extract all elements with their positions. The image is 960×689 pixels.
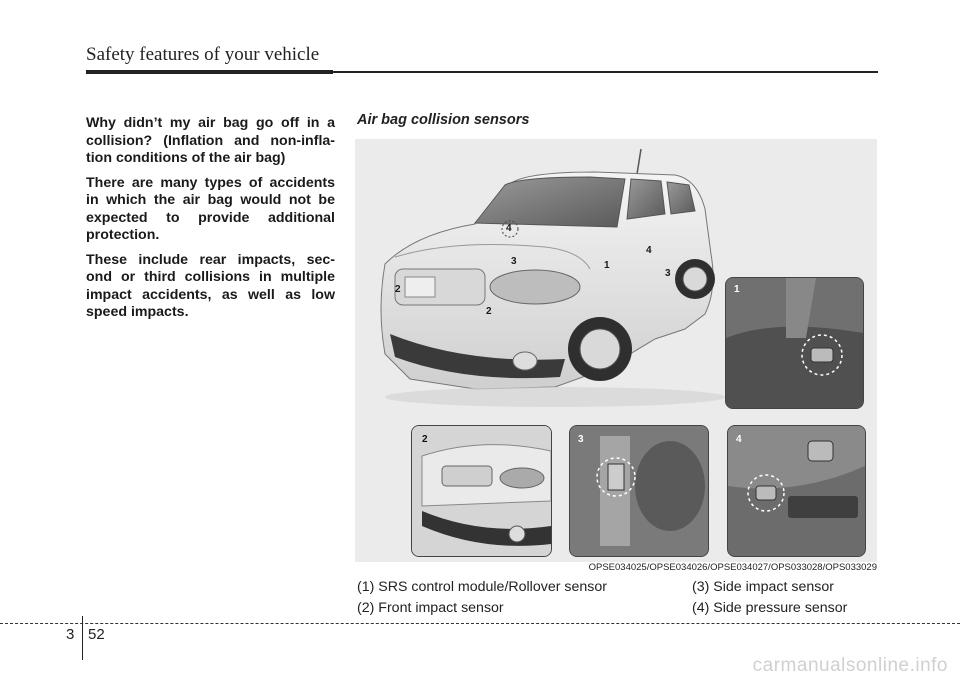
text-column xyxy=(86,115,335,329)
paragraph-accident-types: There are many types of accidents in which the air bag would not be expected to provide additional protection. xyxy=(86,174,335,243)
page-number: 52 xyxy=(88,626,105,643)
watermark: carmanualsonline.info xyxy=(752,655,948,676)
inset-callout: 4 xyxy=(736,434,742,445)
main-label: 4 xyxy=(506,223,512,234)
main-label: 1 xyxy=(604,260,610,271)
page-header-title: Safety features of your vehicle xyxy=(86,44,320,65)
inset-pressure-sensor xyxy=(727,425,866,557)
main-label: 2 xyxy=(395,284,401,295)
paragraph-impacts: These include rear impacts, sec- ond or third collisions in multiple impact accidents, as well as low speed impacts. xyxy=(86,251,335,320)
header-rule xyxy=(86,70,333,74)
main-label: 2 xyxy=(486,306,492,317)
main-label: 4 xyxy=(646,245,652,256)
legend-item-4: (4) Side pressure sensor xyxy=(692,600,848,616)
inset-srs-module xyxy=(725,277,864,409)
figure-code: OPSE034025/OPSE034026/OPSE034027/OPS033028/OPS033029 xyxy=(588,562,877,573)
legend-item-1: (1) SRS control module/Rollover sensor xyxy=(357,579,607,595)
section-heading: Air bag collision sensors xyxy=(357,112,530,128)
paragraph-question: Why didn’t my air bag go off in a collision? (Inflation and non-infla- tion conditions of the air bag) xyxy=(86,115,335,166)
footer-divider xyxy=(0,623,960,624)
inset-callout: 3 xyxy=(578,434,584,445)
header-rule-thin xyxy=(333,71,878,73)
inset-side-sensor xyxy=(569,425,709,557)
inset-callout: 1 xyxy=(734,284,740,295)
inset-callout: 2 xyxy=(422,434,428,445)
main-label: 3 xyxy=(665,268,671,279)
legend-item-2: (2) Front impact sensor xyxy=(357,600,504,616)
main-label: 3 xyxy=(511,256,517,267)
sensor-figure xyxy=(355,139,877,562)
legend-item-3: (3) Side impact sensor xyxy=(692,579,834,595)
footer-vertical-rule xyxy=(82,616,83,660)
chapter-number: 3 xyxy=(66,626,75,643)
inset-front-sensor xyxy=(411,425,552,557)
